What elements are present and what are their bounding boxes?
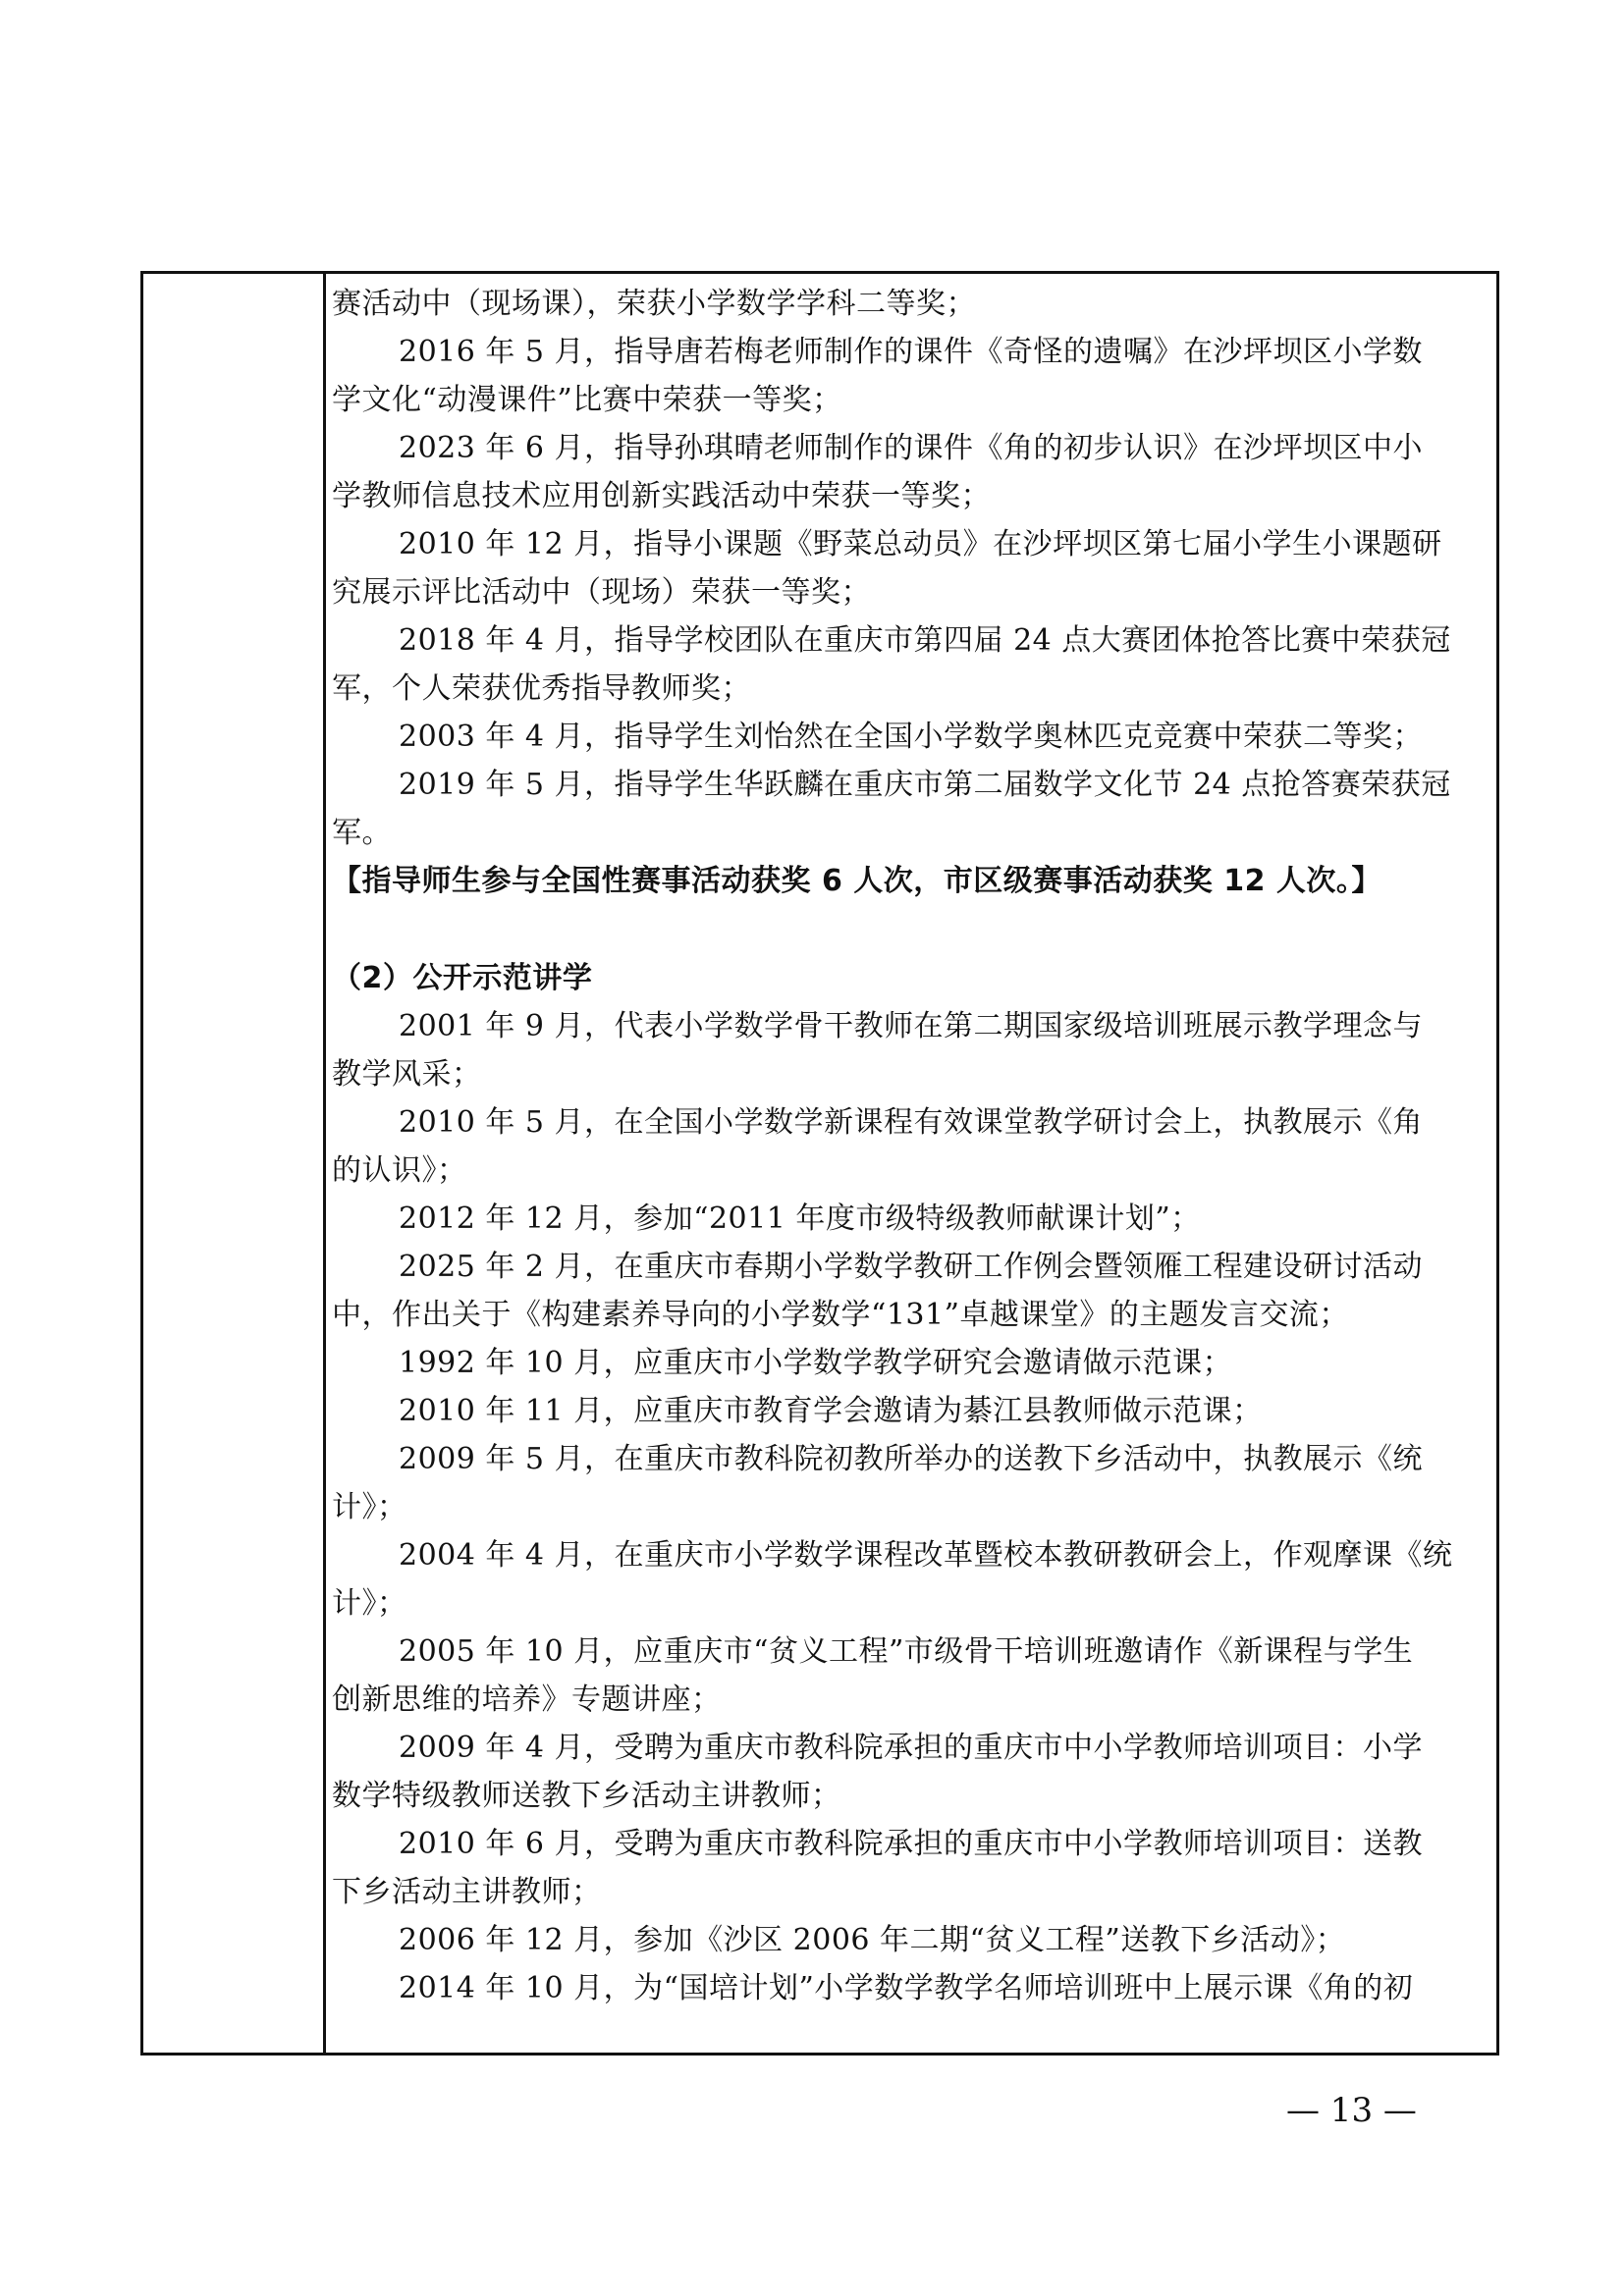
text-line: 2018 年 4 月，指导学校团队在重庆市第四届 24 点大赛团体抢答比赛中荣获冠: [399, 623, 1451, 658]
table-content-cell: [332, 280, 1490, 2012]
text-line: 2019 年 5 月，指导学生华跃麟在重庆市第二届数学文化节 24 点抢答赛荣获冠: [399, 768, 1451, 802]
text-line: 军。: [332, 816, 392, 850]
text-line: 2010 年 12 月，指导小课题《野菜总动员》在沙坪坝区第七届小学生小课题研: [399, 527, 1442, 561]
text-line: 2010 年 11 月，应重庆市教育学会邀请为綦江县教师做示范课；: [399, 1394, 1263, 1428]
text-line: 的认识》；: [332, 1153, 467, 1188]
text-line: 数学特级教师送教下乡活动主讲教师；: [332, 1779, 841, 1813]
text-line: 学文化“动漫课件”比赛中荣获一等奖；: [332, 383, 842, 417]
awards-summary: 【指导师生参与全国性赛事活动获奖 6 人次，市区级赛事活动获奖 12 人次。】: [332, 864, 1381, 898]
text-line: 2010 年 5 月，在全国小学数学新课程有效课堂教学研讨会上，执教展示《角: [399, 1105, 1424, 1140]
text-line: 2003 年 4 月，指导学生刘怡然在全国小学数学奥林匹克竞赛中荣获二等奖；: [399, 720, 1424, 754]
text-line: 创新思维的培养》专题讲座；: [332, 1682, 722, 1717]
text-line: 2023 年 6 月，指导孙琪晴老师制作的课件《角的初步认识》在沙坪坝区中小: [399, 431, 1424, 465]
page-number: — 13 —: [1286, 2091, 1417, 2130]
text-line: 2012 年 12 月，参加“2011 年度市级特级教师献课计划”；: [399, 1201, 1201, 1236]
text-line: 2001 年 9 月，代表小学数学骨干教师在第二期国家级培训班展示教学理念与: [399, 1009, 1424, 1043]
table-left-cell: [143, 274, 326, 2053]
lectures-list: [332, 1002, 1490, 2012]
text-line: 2009 年 4 月，受聘为重庆市教科院承担的重庆市中小学教师培训项目：小学: [399, 1731, 1424, 1765]
text-line: 2006 年 12 月，参加《沙区 2006 年二期“贫义工程”送教下乡活动》；: [399, 1923, 1346, 1957]
text-line: 2005 年 10 月，应重庆市“贫义工程”市级骨干培训班邀请作《新课程与学生: [399, 1634, 1414, 1669]
text-line: 2025 年 2 月，在重庆市春期小学数学教研工作例会暨领雁工程建设研讨活动: [399, 1250, 1424, 1284]
content-table: [140, 271, 1499, 2056]
text-line: 军，个人荣获优秀指导教师奖；: [332, 671, 751, 706]
text-line: 2009 年 5 月，在重庆市教科院初教所举办的送教下乡活动中，执教展示《统: [399, 1442, 1424, 1476]
text-line: 下乡活动主讲教师；: [332, 1875, 602, 1909]
text-line: 1992 年 10 月，应重庆市小学数学教学研究会邀请做示范课；: [399, 1346, 1233, 1380]
text-line: 计》；: [332, 1586, 407, 1621]
section-gap: [332, 905, 1490, 954]
text-line: 教学风采；: [332, 1057, 482, 1092]
text-line: 2010 年 6 月，受聘为重庆市教科院承担的重庆市中小学教师培训项目：送教: [399, 1827, 1424, 1861]
text-line: 2004 年 4 月，在重庆市小学数学课程改革暨校本教研教研会上，作观摩课《统: [399, 1538, 1453, 1573]
text-line: 究展示评比活动中（现场）荣获一等奖；: [332, 575, 871, 610]
awards-list: [332, 280, 1490, 857]
text-line: 2016 年 5 月，指导唐若梅老师制作的课件《奇怪的遗嘱》在沙坪坝区小学数: [399, 335, 1424, 369]
text-line: 中，作出关于《构建素养导向的小学数学“131”卓越课堂》的主题发言交流；: [332, 1298, 1349, 1332]
text-line: 计》；: [332, 1490, 407, 1524]
text-line: 学教师信息技术应用创新实践活动中荣获一等奖；: [332, 479, 991, 513]
section-heading: （2）公开示范讲学: [332, 961, 593, 995]
text-line: 赛活动中（现场课），荣获小学数学学科二等奖；: [332, 287, 976, 321]
text-line: 2014 年 10 月，为“国培计划”小学数学教学名师培训班中上展示课《角的初: [399, 1971, 1414, 2005]
